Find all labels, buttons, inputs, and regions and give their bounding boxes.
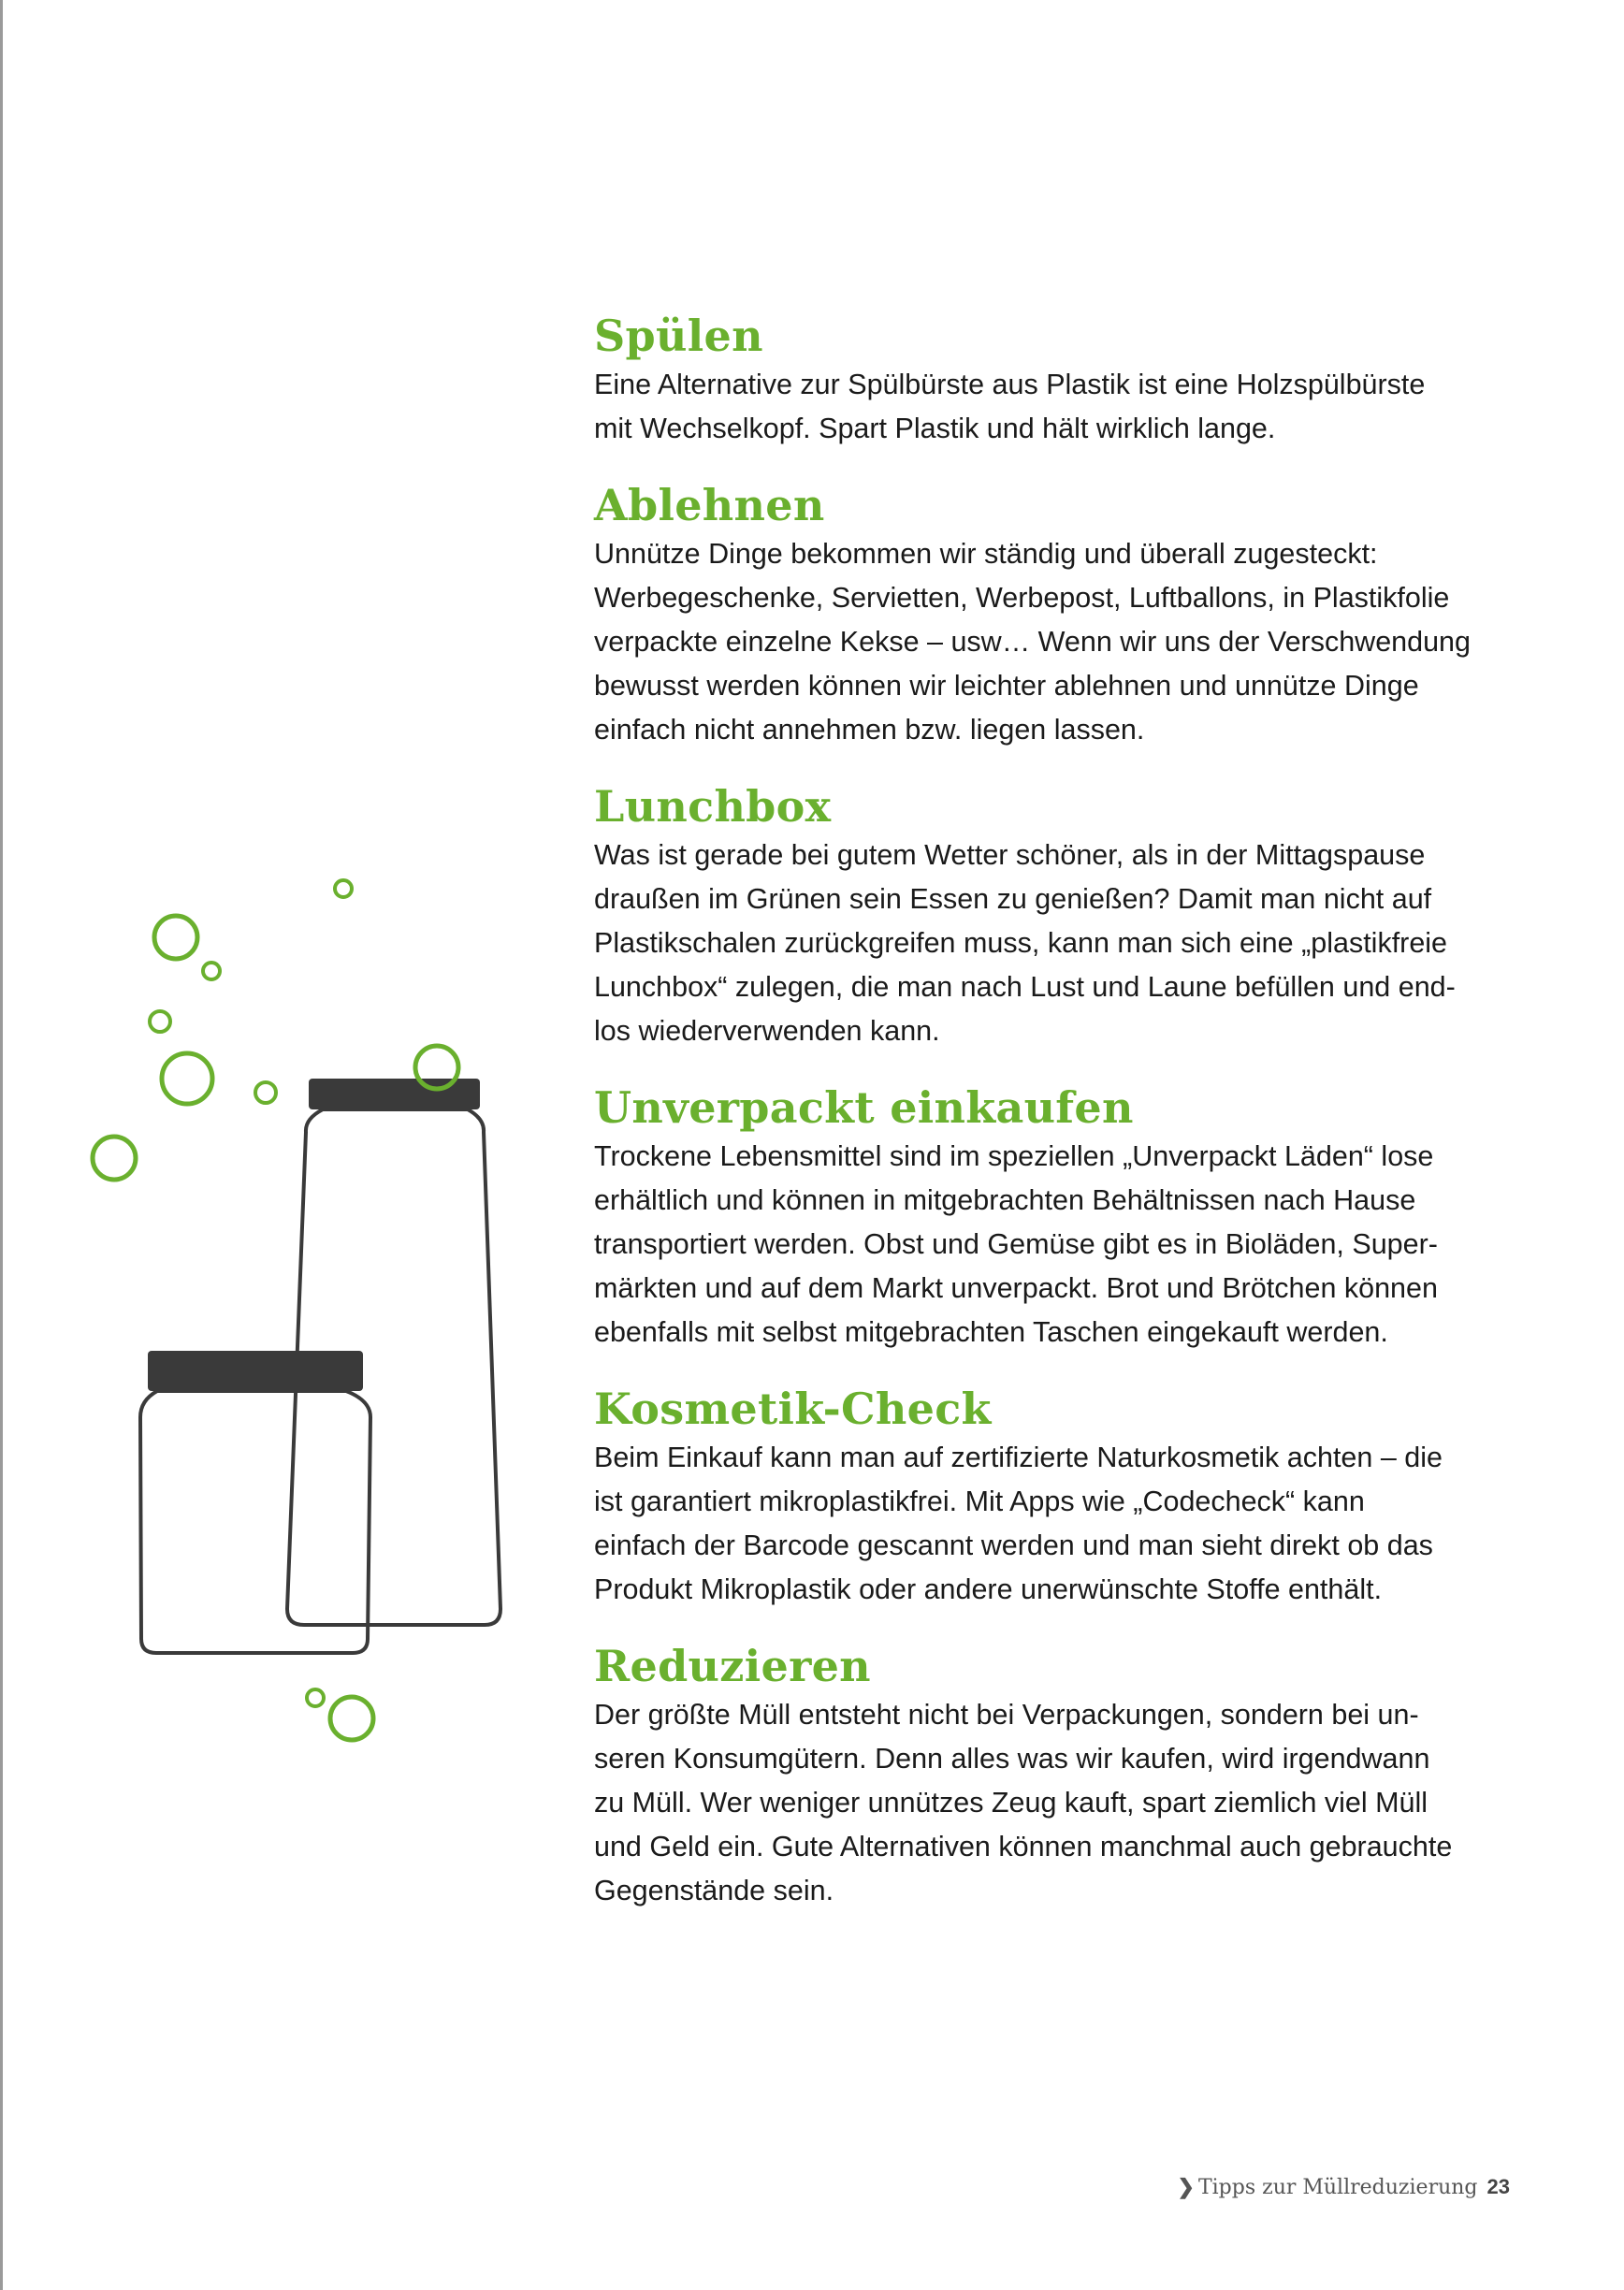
tip-section-reduzieren [594, 1639, 1539, 1913]
tip-line: ist garantiert mikroplastikfrei. Mit Apps wie „Codecheck“ kann [594, 1486, 1365, 1517]
tip-line: einfach nicht annehmen bzw. liegen lassen. [594, 714, 1145, 746]
tips-list [594, 309, 1539, 1940]
tip-line: ebenfalls mit selbst mitgebrachten Taschen eingekauft werden. [594, 1316, 1388, 1348]
footer-marker-icon: ❯ [1177, 2175, 1195, 2199]
tip-line: los wiederverwenden kann. [594, 1015, 940, 1047]
tall-jar-icon [287, 1109, 500, 1625]
tip-line: Unnütze Dinge bekommen wir ständig und überall zugesteckt: [594, 538, 1378, 570]
bubble [162, 1053, 212, 1104]
tip-body [594, 1693, 1539, 1913]
bubble [307, 1689, 324, 1706]
tip-heading: Kosmetik-Check [594, 1384, 992, 1434]
bubble [330, 1697, 373, 1740]
short-jar-lid [148, 1351, 363, 1391]
bubble [255, 1082, 276, 1103]
tip-line: seren Konsumgütern. Denn alles was wir kaufen, wird irgendwann [594, 1743, 1430, 1775]
page-edge-rule [0, 0, 3, 2290]
bubble [154, 916, 197, 959]
tip-section-lunchbox [594, 779, 1539, 1053]
bubble [335, 880, 352, 897]
tip-line: Gegenstände sein. [594, 1875, 834, 1906]
tip-heading: Lunchbox [594, 781, 832, 832]
tip-heading: Unverpackt einkaufen [594, 1082, 1134, 1133]
tall-jar-lid [309, 1079, 480, 1109]
footer-title: Tipps zur Müllreduzierung [1197, 2176, 1478, 2199]
bubble [203, 963, 220, 979]
tip-line: Was ist gerade bei gutem Wetter schöner, als in der Mittagspause [594, 839, 1426, 871]
tip-heading: Spülen [594, 311, 763, 361]
tip-heading: Reduzieren [594, 1641, 871, 1691]
tip-line: Beim Einkauf kann man auf zertifizierte Naturkosmetik achten – die [594, 1442, 1443, 1473]
bubble [415, 1046, 458, 1089]
tip-line: transportiert werden. Obst und Gemüse gibt es in Bioläden, Super- [594, 1228, 1438, 1260]
tip-line: bewusst werden können wir leichter ablehnen und unnütze Dinge [594, 670, 1419, 702]
bubble [93, 1137, 136, 1180]
tip-line: Werbegeschenke, Servietten, Werbepost, Luftballons, in Plastikfolie [594, 582, 1450, 614]
tip-line: zu Müll. Wer weniger unnützes Zeug kauft, spart ziemlich viel Müll [594, 1787, 1428, 1819]
bubbles-icon [93, 880, 458, 1740]
tip-line: Lunchbox“ zulegen, die man nach Lust und Laune befüllen und end- [594, 971, 1456, 1003]
tip-line: einfach der Barcode gescannt werden und man sieht direkt ob das [594, 1529, 1433, 1561]
tip-body [594, 833, 1539, 1053]
tip-line: Eine Alternative zur Spülbürste aus Plastik ist eine Holzspülbürste [594, 369, 1426, 400]
tip-section-spuelen [594, 309, 1539, 451]
tip-line: mit Wechselkopf. Spart Plastik und hält wirklich lange. [594, 413, 1276, 444]
tip-body [594, 1436, 1539, 1612]
tip-line: erhältlich und können in mitgebrachten Behältnissen nach Hause [594, 1184, 1416, 1216]
short-jar-icon [140, 1391, 370, 1653]
tip-section-unverpackt [594, 1080, 1539, 1355]
tip-line: und Geld ein. Gute Alternativen können manchmal auch gebrauchte [594, 1831, 1453, 1862]
tip-heading: Ablehnen [594, 480, 825, 530]
bubble [150, 1011, 170, 1032]
tip-line: Plastikschalen zurückgreifen muss, kann man sich eine „plastikfreie [594, 927, 1448, 959]
tip-line: Der größte Müll entsteht nicht bei Verpackungen, sondern bei un- [594, 1699, 1419, 1731]
tip-section-ablehnen [594, 478, 1539, 752]
page-number: 23 [1486, 2175, 1510, 2198]
tip-line: Produkt Mikroplastik oder andere unerwünschte Stoffe enthält. [594, 1573, 1383, 1605]
tip-line: verpackte einzelne Kekse – usw… Wenn wir uns der Verschwendung [594, 626, 1471, 658]
tip-line: draußen im Grünen sein Essen zu genießen? Damit man nicht auf [594, 883, 1432, 915]
tip-body [594, 532, 1539, 752]
tip-line: märkten und auf dem Markt unverpackt. Brot und Brötchen können [594, 1272, 1438, 1304]
tip-line: Trockene Lebensmittel sind im speziellen „Unverpackt Läden“ lose [594, 1140, 1434, 1172]
tip-body [594, 1135, 1539, 1355]
page-footer [1178, 2175, 1511, 2199]
tip-body [594, 363, 1539, 451]
tip-section-kosmetik [594, 1382, 1539, 1612]
